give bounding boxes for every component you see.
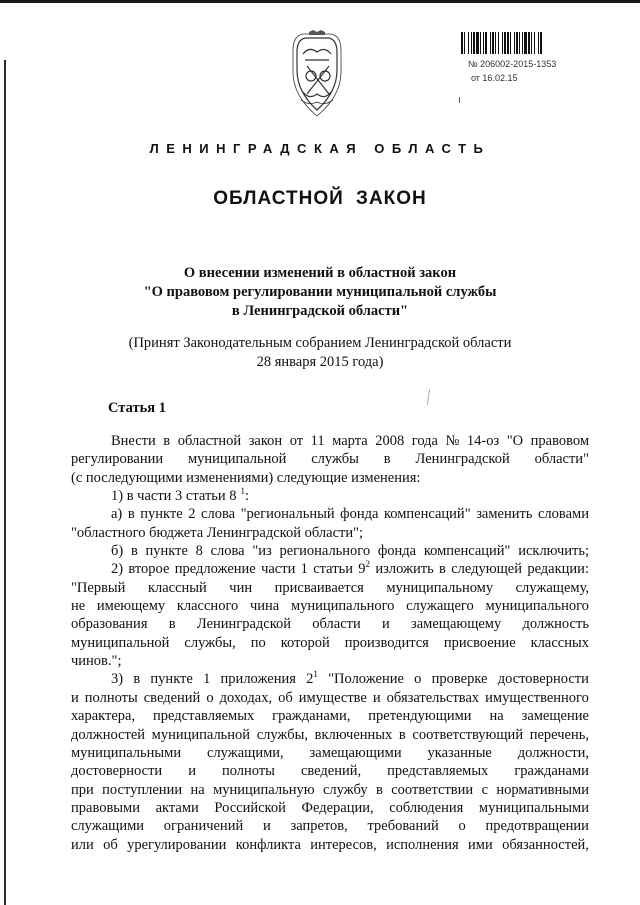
- word: редакции:: [527, 561, 589, 578]
- word: фонда: [377, 543, 417, 560]
- word: поступлении: [102, 781, 183, 798]
- word: $2^1$: [306, 669, 318, 688]
- word: перечень,: [529, 726, 589, 743]
- word: в: [398, 726, 406, 743]
- body-text: (с последующими изменениями) следующие изменения:: [71, 469, 421, 486]
- body-line: [71, 781, 589, 799]
- word: в: [375, 781, 383, 798]
- word: присваивается: [274, 579, 364, 596]
- word: "Первый: [71, 579, 126, 596]
- word: Российской: [214, 799, 286, 816]
- word: приложения: [220, 671, 296, 688]
- law-title: [100, 264, 540, 321]
- stray-mark: [459, 97, 460, 103]
- body-line: [71, 634, 589, 652]
- adoption-note-line: 28 января 2015 года): [256, 354, 384, 370]
- word: фонда: [340, 506, 379, 523]
- word: а): [111, 506, 123, 523]
- registration-number: № 206002-2015-1353: [468, 59, 557, 69]
- word: представляемых: [153, 708, 255, 725]
- word: правовом: [530, 433, 589, 449]
- word: служащего: [406, 598, 474, 615]
- word: претендующими: [368, 708, 472, 725]
- word: и: [382, 616, 390, 633]
- region-heading: ЛЕНИНГРАДСКАЯ ОБЛАСТЬ: [149, 141, 491, 156]
- body-line: [71, 817, 589, 835]
- word: о: [458, 818, 466, 835]
- top-border-line: [0, 0, 640, 3]
- word: конфликта: [235, 836, 301, 853]
- word: достоверности: [497, 671, 589, 688]
- word: Ленинградской: [196, 616, 292, 633]
- word: №: [445, 433, 460, 449]
- word: ограничений: [163, 818, 244, 835]
- barcode-bar: [510, 32, 511, 54]
- word: "региональный: [240, 506, 335, 523]
- word: не: [71, 598, 86, 615]
- word: словами: [538, 506, 589, 523]
- word: замещающими: [309, 744, 402, 761]
- body-line: [71, 744, 589, 762]
- word: службы,: [184, 634, 236, 651]
- word: доходах,: [219, 689, 273, 706]
- word: представляемых: [387, 763, 489, 780]
- word: в: [130, 543, 138, 560]
- word: соблюдения: [389, 799, 464, 816]
- word: присвоение: [443, 634, 516, 651]
- superscript: 1: [313, 669, 318, 680]
- word: года: [411, 433, 438, 449]
- word: обязательствах: [386, 689, 480, 706]
- word: второе: [128, 561, 170, 578]
- word: статьи: [313, 561, 353, 578]
- word: по: [250, 634, 266, 651]
- word: пункте: [145, 543, 188, 560]
- word: слова: [201, 506, 236, 523]
- word: служащему,: [515, 579, 589, 596]
- word: службу: [322, 781, 368, 798]
- barcode-bar: [498, 32, 499, 54]
- barcode-bar: [534, 32, 535, 54]
- word: о: [414, 671, 422, 688]
- word: на: [190, 781, 205, 798]
- word: регионального: [279, 543, 371, 560]
- word: "из: [252, 543, 272, 560]
- barcode-bar: [514, 32, 515, 54]
- law-title-line: О внесении изменений в областной закон: [183, 265, 457, 281]
- body-line: [71, 524, 589, 542]
- word: 2: [188, 506, 196, 523]
- word: и: [71, 689, 79, 706]
- word: марта: [332, 433, 368, 449]
- body-line: [71, 707, 589, 725]
- word: запретов,: [290, 818, 348, 835]
- barcode-bar: [461, 32, 463, 54]
- word: слова: [210, 543, 245, 560]
- word: в: [383, 451, 391, 468]
- barcode-bar: [519, 32, 520, 54]
- word: 14-оз: [466, 433, 500, 449]
- coat-of-arms-icon: [283, 30, 351, 120]
- body-line: [71, 689, 589, 707]
- barcode-bar: [540, 32, 542, 54]
- word: классного: [176, 598, 239, 615]
- word: 1: [300, 561, 308, 578]
- body-text: чинов.";: [71, 653, 122, 670]
- word: и: [188, 763, 196, 780]
- adoption-note-line: (Принят Законодательным собранием Ленинградской области: [128, 335, 512, 351]
- body-line: [71, 487, 589, 505]
- word: должности,: [517, 744, 589, 761]
- body-line: [71, 505, 589, 523]
- body-line: [71, 762, 589, 780]
- barcode-bar: [485, 32, 487, 54]
- word: в: [127, 506, 135, 523]
- barcode: [461, 32, 597, 54]
- word: достоверности: [71, 763, 163, 780]
- word: проверке: [431, 671, 488, 688]
- barcode-bar: [528, 32, 530, 54]
- body-line: [71, 542, 589, 560]
- body-line: [71, 597, 589, 615]
- word: Ленинградской: [415, 451, 510, 468]
- word: муниципальными: [71, 744, 182, 761]
- barcode-bar: [464, 32, 465, 54]
- word: следующей: [451, 561, 522, 578]
- body-text: "областного бюджета Ленинградской области";: [71, 524, 364, 541]
- body-line: [71, 799, 589, 817]
- word: полноты: [221, 763, 275, 780]
- word: на: [489, 708, 504, 725]
- word: $9^2$: [358, 559, 371, 578]
- word: 1: [203, 671, 211, 688]
- word: полноты: [84, 689, 138, 706]
- body-line: [71, 652, 589, 670]
- word: исключить;: [518, 543, 589, 560]
- word: соответствии: [391, 781, 474, 798]
- barcode-bar: [490, 32, 491, 54]
- word: с: [481, 781, 488, 798]
- superscript: 1: [240, 486, 246, 497]
- barcode-bar: [504, 32, 506, 54]
- word: и: [372, 689, 381, 706]
- barcode-bar: [538, 32, 539, 54]
- barcode-bar: [502, 32, 503, 54]
- word: классных: [530, 634, 589, 651]
- word: муниципальной: [71, 634, 170, 651]
- word: имущественного: [485, 689, 589, 706]
- document-type-heading: ОБЛАСТНОЙ ЗАКОН: [213, 188, 427, 209]
- word: урегулировании: [127, 836, 227, 853]
- word: регулировании: [71, 451, 164, 468]
- barcode-bar: [468, 32, 469, 54]
- word: 2): [111, 561, 124, 578]
- body-line: [71, 450, 589, 468]
- word: 11: [310, 433, 325, 449]
- word: муниципальными: [478, 799, 589, 816]
- word: области": [534, 451, 589, 468]
- barcode-bar: [531, 32, 532, 54]
- word: изложить: [375, 561, 434, 578]
- word: гражданами: [514, 763, 589, 780]
- word: 8: [195, 543, 203, 560]
- word: нормативными: [496, 781, 589, 798]
- word: включенных: [314, 726, 393, 743]
- word: исполнения: [386, 836, 459, 853]
- document-body: [71, 432, 589, 854]
- barcode-bar: [507, 32, 509, 54]
- word: предотвращении: [485, 818, 589, 835]
- word: "О: [506, 433, 524, 449]
- word: муниципального: [485, 598, 589, 615]
- law-title-line: в Ленинградской области": [231, 303, 409, 319]
- word: службы: [311, 451, 359, 468]
- word: обязанностей,: [502, 836, 589, 853]
- word: в: [133, 671, 141, 688]
- word: муниципальной: [187, 451, 287, 468]
- left-border-line: [4, 60, 6, 905]
- word: служащими,: [206, 744, 284, 761]
- word: ими: [468, 836, 493, 853]
- body-line: [71, 615, 589, 633]
- word: которой: [280, 634, 330, 651]
- word: службы,: [256, 726, 308, 743]
- law-title-line: "О правовом регулировании муниципальной службы: [143, 284, 497, 300]
- word: 2008: [375, 433, 405, 449]
- word: от: [289, 433, 304, 449]
- word: б): [111, 543, 124, 560]
- barcode-bar: [473, 32, 475, 54]
- barcode-bar: [522, 32, 523, 54]
- word: в: [163, 433, 171, 449]
- word: интересов,: [310, 836, 377, 853]
- word: и: [262, 818, 271, 835]
- word: правовыми: [71, 799, 140, 816]
- word: гражданами,: [272, 708, 351, 725]
- barcode-bar: [480, 32, 481, 54]
- word: пункте: [140, 506, 183, 523]
- body-line: [71, 836, 589, 854]
- barcode-bar: [471, 32, 472, 54]
- word: пункте: [150, 671, 193, 688]
- barcode-bar: [516, 32, 518, 54]
- word: имуществе: [298, 689, 367, 706]
- word: компенсаций": [383, 506, 471, 523]
- word: требований: [367, 818, 439, 835]
- word: заменить: [476, 506, 533, 523]
- word: муниципального: [290, 598, 395, 615]
- word: закон: [248, 433, 283, 449]
- word: муниципальной: [151, 726, 251, 743]
- word: областной: [177, 433, 242, 449]
- body-line: [71, 560, 589, 578]
- word: Внести: [111, 433, 156, 449]
- barcode-bar: [524, 32, 527, 54]
- word: при: [71, 781, 94, 798]
- word: замещающему: [411, 616, 502, 633]
- word: имеющему: [96, 598, 166, 615]
- article-heading: Статья 1: [108, 400, 166, 416]
- body-text: 1) в части 3 статьи 8 $^1$:: [111, 486, 250, 505]
- word: указанные: [427, 744, 492, 761]
- word: замещение: [521, 708, 589, 725]
- pen-mark: [427, 389, 430, 405]
- word: предложение: [174, 561, 256, 578]
- word: "Положение: [328, 671, 404, 688]
- word: должностей: [71, 726, 146, 743]
- word: или: [71, 836, 94, 853]
- word: чин: [229, 579, 253, 596]
- word: об: [278, 689, 293, 706]
- word: чина: [249, 598, 280, 615]
- word: муниципальному: [386, 579, 494, 596]
- barcode-bar: [495, 32, 496, 54]
- body-line: [71, 726, 589, 744]
- word: в: [439, 561, 446, 578]
- body-line: [71, 469, 589, 487]
- word: 3): [111, 671, 124, 688]
- word: служащими: [71, 818, 145, 835]
- body-line: [71, 579, 589, 597]
- registration-date: от 16.02.15: [471, 73, 518, 83]
- word: об: [103, 836, 118, 853]
- word: компенсаций": [423, 543, 511, 560]
- word: сведений,: [300, 763, 362, 780]
- word: производится: [344, 634, 429, 651]
- word: Федерации,: [301, 799, 374, 816]
- word: в: [168, 616, 176, 633]
- adoption-note: [80, 334, 560, 372]
- word: соответствующий: [412, 726, 524, 743]
- word: классный: [147, 579, 207, 596]
- word: актами: [155, 799, 199, 816]
- word: должность: [522, 616, 589, 633]
- body-line: [71, 670, 589, 688]
- word: характера,: [71, 708, 136, 725]
- superscript: 2: [365, 559, 371, 570]
- word: муниципальную: [213, 781, 315, 798]
- word: сведений: [143, 689, 201, 706]
- word: области: [312, 616, 361, 633]
- body-line: [71, 432, 589, 450]
- word: части: [261, 561, 296, 578]
- barcode-bar: [476, 32, 479, 54]
- barcode-bar: [492, 32, 494, 54]
- word: образования: [71, 616, 148, 633]
- word: о: [206, 689, 214, 706]
- barcode-bar: [483, 32, 484, 54]
